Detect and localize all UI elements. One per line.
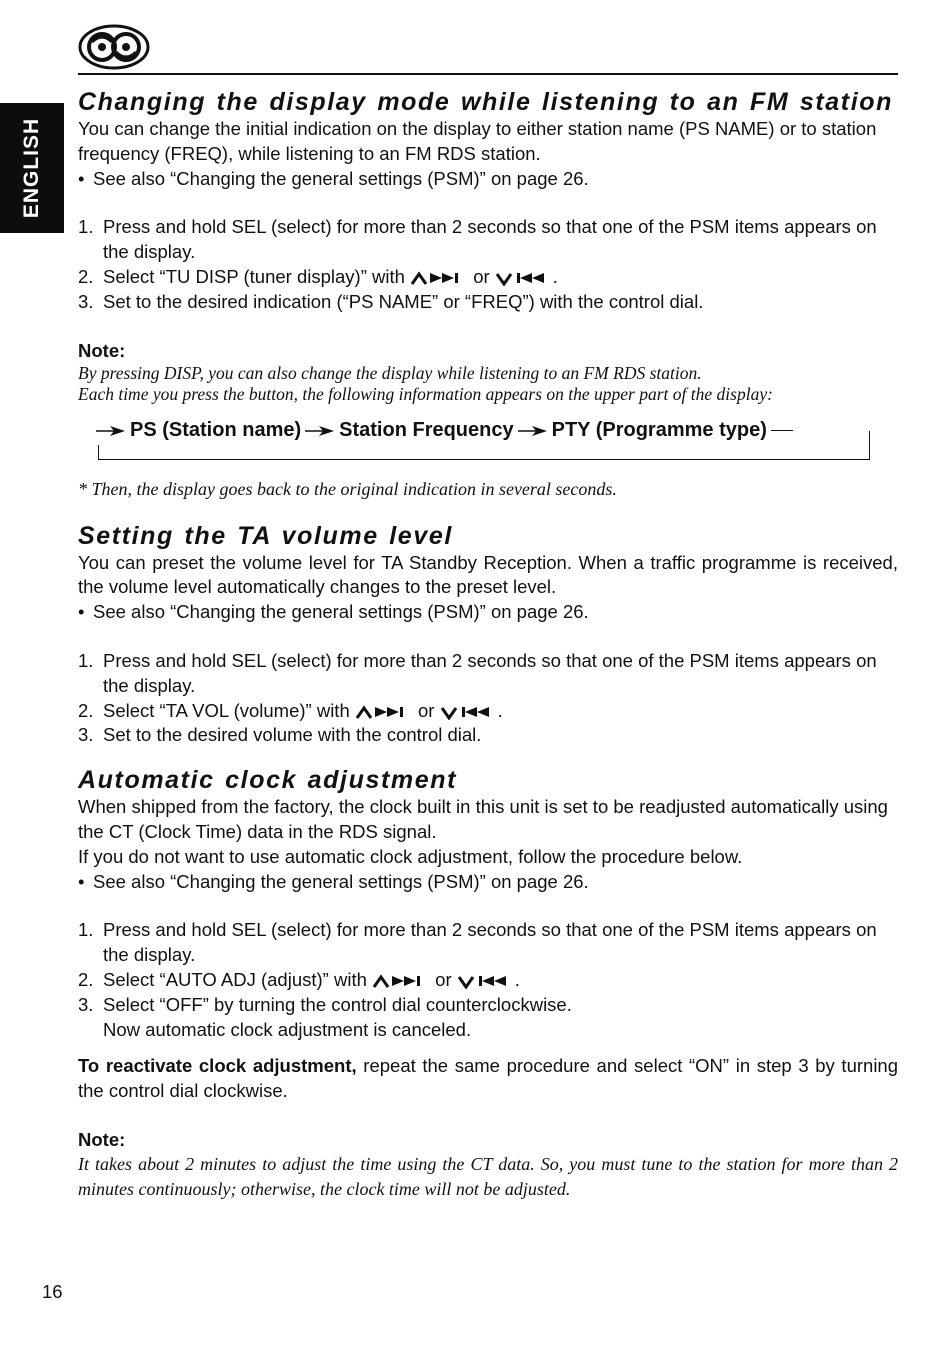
up-caret-next-track-icon xyxy=(355,704,413,720)
step-item xyxy=(78,265,898,290)
section-display-mode xyxy=(78,88,898,500)
see-also-bullet: • See also “Changing the general settings (PSM)” on page 26. xyxy=(78,600,898,625)
step-text: or xyxy=(473,265,490,287)
section-intro: You can change the initial indication on the display to either station name (PS NAME) or to station frequency (FREQ), while listening to an FM RDS station. xyxy=(78,118,877,164)
step-number: 2. xyxy=(78,968,94,990)
step-item xyxy=(78,649,898,699)
step-item xyxy=(78,968,898,993)
step-text: . xyxy=(552,265,558,287)
arrow-right-icon xyxy=(96,425,126,437)
arrow-right-icon xyxy=(518,425,548,437)
step-item xyxy=(78,993,898,1043)
section-title: Setting the TA volume level xyxy=(78,521,453,550)
page-content xyxy=(78,88,898,1202)
down-caret-previous-track-icon xyxy=(457,973,515,989)
step-item xyxy=(78,699,898,724)
language-tab xyxy=(0,103,64,233)
step-item xyxy=(78,290,898,315)
cycle-item: PS (Station name) xyxy=(130,419,302,442)
step-text: Press and hold SEL (select) for more than 2 seconds so that one of the PSM items appears on the display. xyxy=(103,649,877,696)
step-text: . xyxy=(497,699,503,721)
section-intro: If you do not want to use automatic clock adjustment, follow the procedure below. xyxy=(78,845,743,867)
step-number: 1. xyxy=(78,919,94,941)
note-line: By pressing DISP, you can also change the display while listening to an FM RDS station. xyxy=(78,362,702,383)
language-tab-label: ENGLISH xyxy=(20,117,43,219)
step-text: Select “TA VOL (volume)” with xyxy=(103,699,350,721)
down-caret-previous-track-icon xyxy=(440,704,498,720)
up-caret-next-track-icon xyxy=(372,973,430,989)
step-text: Select “AUTO ADJ (adjust)” with xyxy=(103,968,367,990)
footnote: * Then, the display goes back to the original indication in several seconds. xyxy=(78,478,617,499)
step-item xyxy=(78,215,898,265)
step-number: 3. xyxy=(78,724,94,746)
step-item xyxy=(78,918,898,968)
steps-list xyxy=(78,918,898,1042)
header-rule xyxy=(78,73,898,75)
note-line: Each time you press the button, the following information appears on the upper part of the display: xyxy=(78,383,773,404)
see-also-bullet: • See also “Changing the general settings (PSM)” on page 26. xyxy=(78,167,898,192)
arrow-right-icon xyxy=(305,425,335,437)
step-text: Now automatic clock adjustment is canceled. xyxy=(103,1018,472,1040)
step-number: 2. xyxy=(78,699,94,721)
step-item xyxy=(78,723,898,748)
cycle-sequence xyxy=(96,417,793,445)
steps-list xyxy=(78,215,898,314)
see-also-bullet: • See also “Changing the general settings (PSM)” on page 26. xyxy=(78,870,898,895)
cycle-item: Station Frequency xyxy=(339,419,514,442)
step-text: . xyxy=(514,968,520,990)
reactivate-text: repeat the same procedure and select “ON” in step 3 by turning the control dial clockwise. xyxy=(78,1055,899,1102)
page-number: 16 xyxy=(42,1281,63,1302)
note-text: It takes about 2 minutes to adjust the time using the CT data. So, you must tune to the station for more than 2 minutes continuously; otherwise, the clock time will not be adjusted. xyxy=(78,1153,898,1199)
cycle-item: PTY (Programme type) xyxy=(551,419,767,442)
down-caret-previous-track-icon xyxy=(495,270,553,286)
double-swirl-logo-icon xyxy=(78,24,150,70)
reactivate-paragraph xyxy=(78,1054,898,1104)
step-text: Set to the desired volume with the control dial. xyxy=(103,724,482,746)
step-number: 2. xyxy=(78,265,94,287)
step-text: or xyxy=(418,699,435,721)
step-text: Select “OFF” by turning the control dial counterclockwise. xyxy=(103,993,572,1015)
step-number: 3. xyxy=(78,993,94,1015)
step-number: 3. xyxy=(78,290,94,312)
section-title: Automatic clock adjustment xyxy=(78,766,457,795)
section-intro: When shipped from the factory, the clock built in this unit is set to be readjusted automatically using the CT (Clock Time) data in the RDS signal. xyxy=(78,796,888,842)
step-text: Select “TU DISP (tuner display)” with xyxy=(103,265,405,287)
up-caret-next-track-icon xyxy=(410,270,468,286)
note-label: Note: xyxy=(78,1128,126,1150)
step-text: Set to the desired indication (“PS NAME” or “FREQ”) with the control dial. xyxy=(103,290,704,312)
section-auto-clock xyxy=(78,766,898,1202)
section-title: Changing the display mode while listening to an FM station xyxy=(78,88,893,116)
step-number: 1. xyxy=(78,216,94,238)
steps-list xyxy=(78,649,898,748)
section-ta-volume xyxy=(78,522,898,749)
display-cycle-diagram xyxy=(98,417,870,465)
note-label: Note: xyxy=(78,339,126,361)
step-number: 1. xyxy=(78,649,94,671)
step-text: Press and hold SEL (select) for more than 2 seconds so that one of the PSM items appears on the display. xyxy=(103,216,877,263)
section-intro: You can preset the volume level for TA Standby Reception. When a traffic programme is received, the volume level automatically changes to the preset level. xyxy=(78,551,898,598)
step-text: or xyxy=(435,968,452,990)
reactivate-label: To reactivate clock adjustment, xyxy=(78,1055,357,1077)
step-text: Press and hold SEL (select) for more than 2 seconds so that one of the PSM items appears on the display. xyxy=(103,919,877,966)
